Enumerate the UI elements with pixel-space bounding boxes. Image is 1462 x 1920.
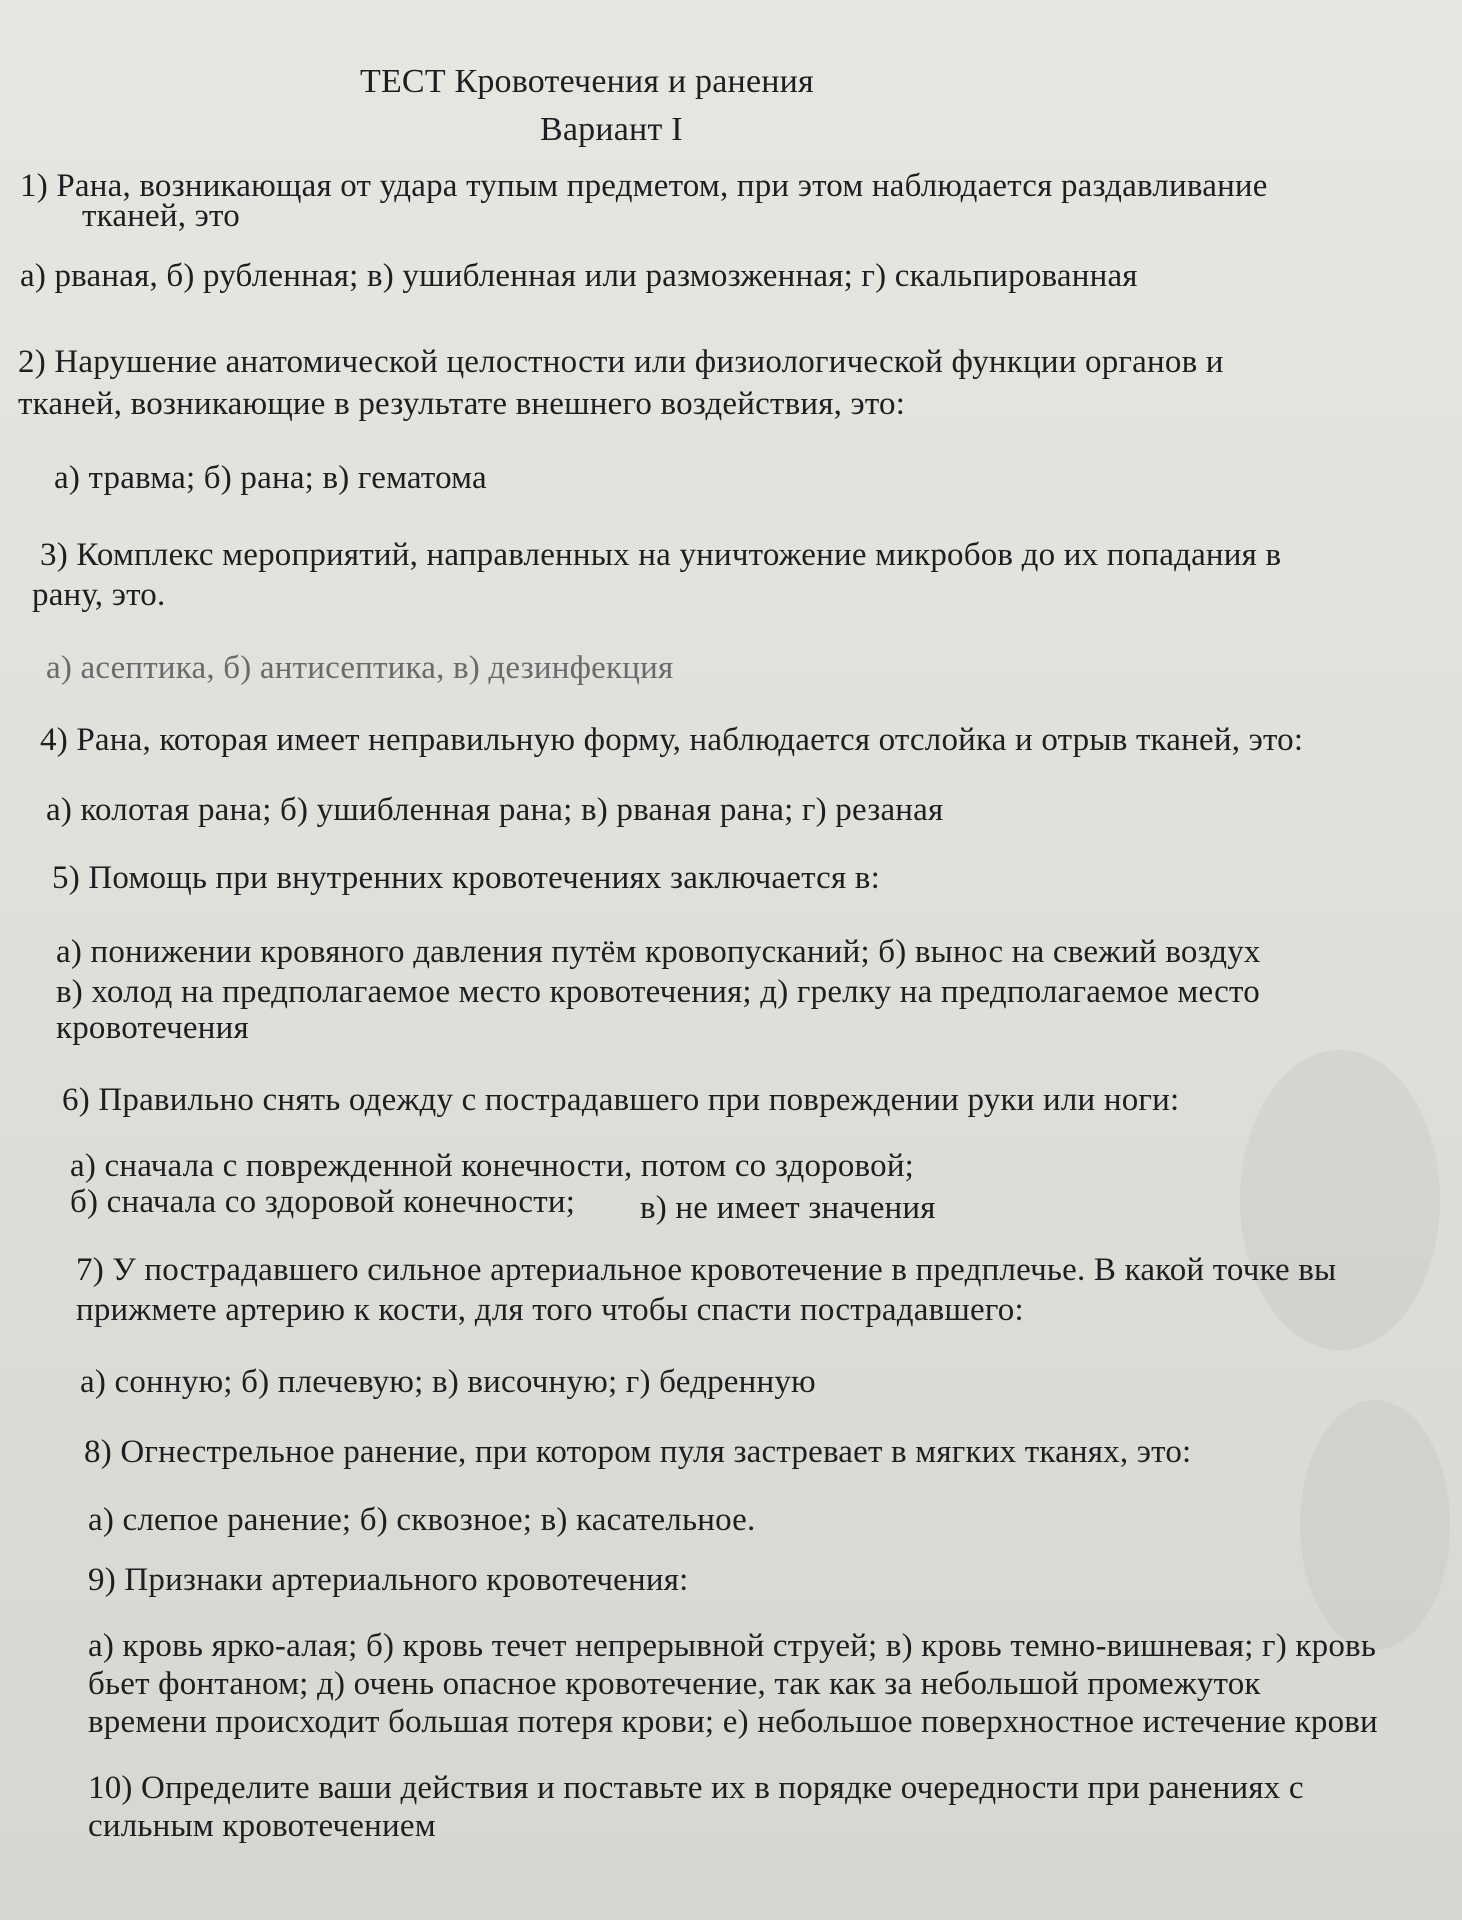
question-9-answers-cont: бьет фонтаном; д) очень опасное кровотечение, так как за небольшой промежуток	[88, 1666, 1261, 1702]
question-1-answers: а) рваная, б) рубленная; в) ушибленная или размозженная; г) скальпированная	[20, 258, 1138, 294]
question-9-answers-cont-2: времени происходит большая потеря крови; е) небольшое поверхностное истечение крови	[88, 1704, 1378, 1740]
question-6-answers: а) сначала с поврежденной конечности, потом со здоровой;	[70, 1148, 915, 1184]
question-4-text: 4) Рана, которая имеет неправильную форму, наблюдается отслойка и отрыв тканей, это:	[40, 722, 1304, 758]
paper-smudge	[1300, 1400, 1450, 1650]
question-4-answers: а) колотая рана; б) ушибленная рана; в) рваная рана; г) резаная	[46, 792, 944, 828]
variant-label: Вариант I	[540, 111, 683, 148]
question-5-answers-cont: в) холод на предполагаемое место кровотечения; д) грелку на предполагаемое место	[56, 974, 1260, 1010]
question-3-text: 3) Комплекс мероприятий, направленных на уничтожение микробов до их попадания в	[40, 537, 1282, 573]
question-5-answers-cont-2: кровотечения	[56, 1010, 249, 1046]
question-3-answers: а) асептика, б) антисептика, в) дезинфекция	[46, 650, 674, 686]
question-6-answer-c: в) не имеет значения	[640, 1190, 936, 1226]
question-1-text: 1) Рана, возникающая от удара тупым предметом, при этом наблюдается раздавливание	[20, 168, 1268, 204]
question-8-answers: а) слепое ранение; б) сквозное; в) касательное.	[88, 1502, 756, 1538]
question-2-text-cont: тканей, возникающие в результате внешнего воздействия, это:	[18, 386, 906, 422]
question-10-text-cont: сильным кровотечением	[88, 1808, 436, 1844]
question-6-text: 6) Правильно снять одежду с пострадавшего при повреждении руки или ноги:	[62, 1082, 1180, 1118]
question-9-text: 9) Признаки артериального кровотечения:	[88, 1562, 689, 1598]
question-7-answers: а) сонную; б) плечевую; в) височную; г) бедренную	[80, 1364, 816, 1400]
question-5-answers: а) понижении кровяного давления путём кровопусканий; б) вынос на свежий воздух	[56, 934, 1261, 970]
question-10-text: 10) Определите ваши действия и поставьте их в порядке очередности при ранениях с	[88, 1770, 1304, 1806]
paper-smudge	[1240, 1050, 1440, 1350]
question-3-text-cont: рану, это.	[32, 577, 166, 613]
question-7-text-cont: прижмете артерию к кости, для того чтобы спасти пострадавшего:	[76, 1292, 1024, 1328]
question-5-text: 5) Помощь при внутренних кровотечениях заключается в:	[52, 860, 880, 896]
question-8-text: 8) Огнестрельное ранение, при котором пуля застревает в мягких тканях, это:	[84, 1434, 1192, 1470]
test-title: ТЕСТ Кровотечения и ранения	[360, 63, 814, 100]
question-2-text: 2) Нарушение анатомической целостности или физиологической функции органов и	[18, 344, 1224, 380]
question-2-answers: а) травма; б) рана; в) гематома	[54, 460, 487, 496]
question-7-text: 7) У пострадавшего сильное артериальное кровотечение в предплечье. В какой точке вы	[76, 1252, 1337, 1288]
question-9-answers: а) кровь ярко-алая; б) кровь течет непрерывной струей; в) кровь темно-вишневая; г) кровь	[88, 1628, 1377, 1664]
question-1-text-cont: тканей, это	[82, 198, 240, 234]
question-6-answer-b: б) сначала со здоровой конечности;	[70, 1184, 576, 1220]
